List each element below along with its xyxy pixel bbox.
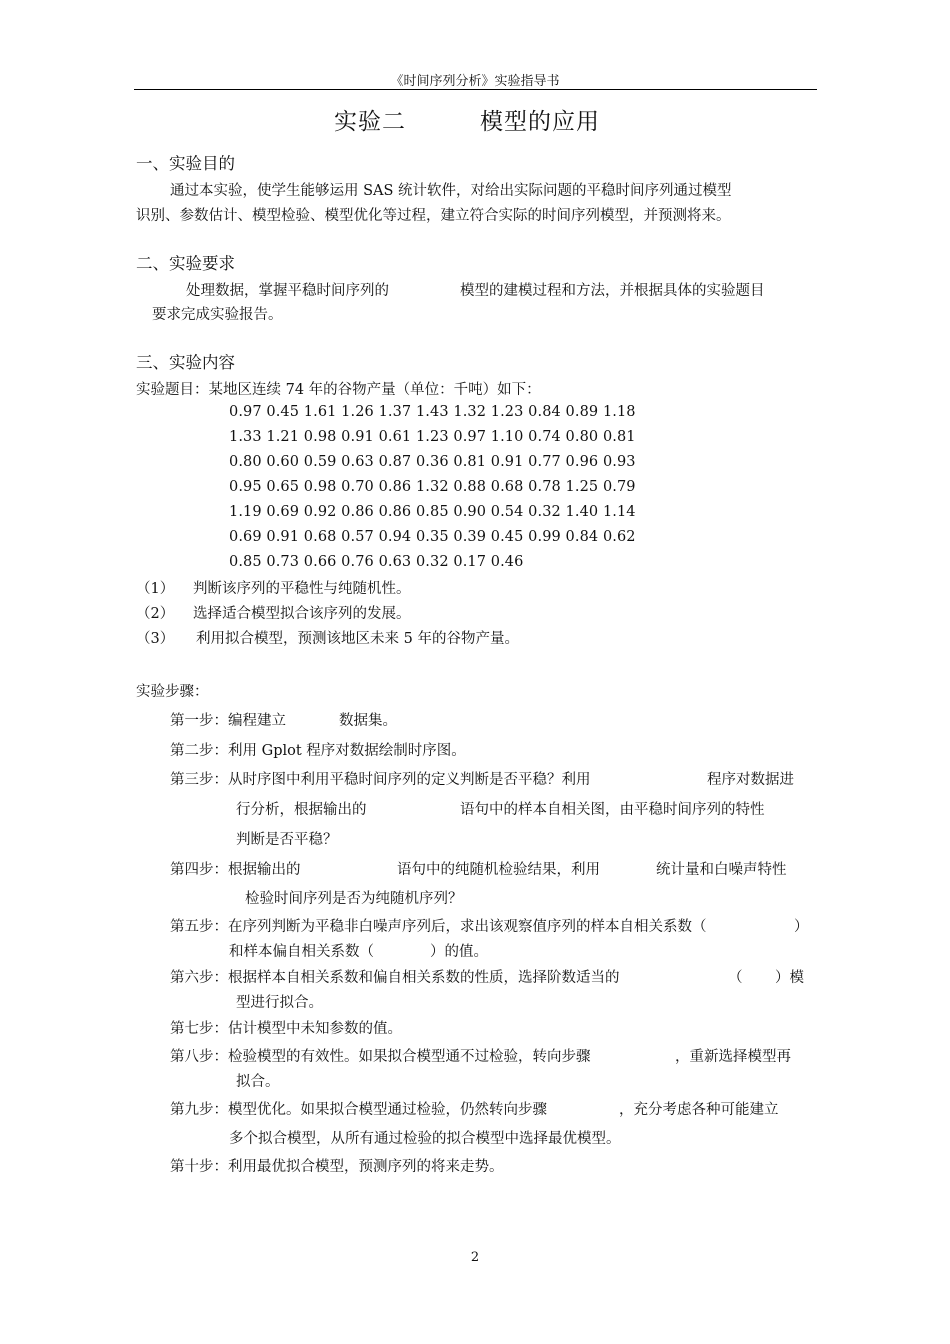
step-6-paren-open: （	[728, 970, 743, 986]
section-heading-requirements: 二、实验要求	[136, 254, 235, 273]
problem-statement: 实验题目：某地区连续 74 年的谷物产量（单位：千吨）如下：	[136, 382, 541, 398]
step-5-text: 第五步：在序列判断为平稳非白噪声序列后，求出该观察值序列的样本自相关系数（	[170, 919, 707, 935]
step-6-line-2: 型进行拟合。	[236, 995, 323, 1011]
question-text: 利用拟合模型，预测该地区未来 5 年的谷物产量。	[196, 631, 519, 647]
data-row: 1.19 0.69 0.92 0.86 0.86 0.85 0.90 0.54 0.32 1.40 1.14	[229, 504, 636, 520]
data-row: 0.85 0.73 0.66 0.76 0.63 0.32 0.17 0.46	[229, 554, 524, 570]
step-1-text-cont: 数据集。	[339, 713, 397, 729]
data-row: 0.95 0.65 0.98 0.70 0.86 1.32 0.88 0.68 0.78 1.25 0.79	[229, 479, 636, 495]
section-heading-content: 三、实验内容	[136, 353, 235, 372]
question-text: 判断该序列的平稳性与纯随机性。	[193, 581, 411, 597]
data-row: 1.33 1.21 0.98 0.91 0.61 1.23 0.97 1.10 0.74 0.80 0.81	[229, 429, 636, 445]
step-4-text-end: 统计量和白噪声特性	[656, 862, 787, 878]
step-5-paren-close: ）	[794, 919, 809, 935]
step-9-text-cont: ，充分考虑各种可能建立	[619, 1102, 779, 1118]
step-8-text: 第八步：检验模型的有效性。如果拟合模型通不过检验，转向步骤	[170, 1049, 591, 1065]
step-5-line-2b: ）的值。	[430, 944, 488, 960]
data-row: 0.69 0.91 0.68 0.57 0.94 0.35 0.39 0.45 0.99 0.84 0.62	[229, 529, 636, 545]
step-4-text-cont: 语句中的纯随机检验结果，利用	[397, 862, 600, 878]
step-9-line-2: 多个拟合模型，从所有通过检验的拟合模型中选择最优模型。	[229, 1131, 621, 1147]
step-6-text-end: ）模	[775, 970, 804, 986]
page-title-part1: 实验二	[334, 109, 406, 135]
step-4-line-2: 检验时间序列是否为纯随机序列？	[245, 891, 463, 907]
step-3-text-cont: 程序对数据进	[707, 772, 794, 788]
section-heading-purpose: 一、实验目的	[136, 154, 235, 173]
running-header: 《时间序列分析》实验指导书	[390, 74, 560, 89]
step-3-line-2b: 语句中的样本自相关图，由平稳时间序列的特性	[460, 802, 765, 818]
step-3-line-2a: 行分析，根据输出的	[236, 802, 367, 818]
purpose-line-2: 识别、参数估计、模型检验、模型优化等过程，建立符合实际的时间序列模型，并预测将来。	[136, 208, 731, 224]
step-6-text: 第六步：根据样本自相关系数和偏自相关系数的性质，选择阶数适当的	[170, 970, 620, 986]
page-number: 2	[470, 1250, 480, 1265]
step-4-text: 第四步：根据输出的	[170, 862, 301, 878]
step-3-text: 第三步：从时序图中利用平稳时间序列的定义判断是否平稳？利用	[170, 772, 591, 788]
purpose-line-1: 通过本实验，使学生能够运用 SAS 统计软件，对给出实际问题的平稳时间序列通过模型	[170, 183, 732, 199]
step-8-line-2: 拟合。	[236, 1074, 280, 1090]
steps-label: 实验步骤：	[136, 684, 209, 700]
page-title-part2: 模型的应用	[480, 109, 600, 135]
step-9-text: 第九步：模型优化。如果拟合模型通过检验，仍然转向步骤	[170, 1102, 547, 1118]
step-7-text: 第七步：估计模型中未知参数的值。	[170, 1021, 402, 1037]
question-number: （2）	[136, 606, 175, 622]
step-1-text: 第一步：编程建立	[170, 713, 286, 729]
step-5-line-2a: 和样本偏自相关系数（	[229, 944, 374, 960]
question-text: 选择适合模型拟合该序列的发展。	[193, 606, 411, 622]
data-row: 0.97 0.45 1.61 1.26 1.37 1.43 1.32 1.23 0.84 0.89 1.18	[229, 404, 636, 420]
step-2-text: 第二步：利用 Gplot 程序对数据绘制时序图。	[170, 743, 466, 759]
requirements-line-2: 要求完成实验报告。	[152, 307, 283, 323]
data-row: 0.80 0.60 0.59 0.63 0.87 0.36 0.81 0.91 0.77 0.96 0.93	[229, 454, 636, 470]
header-rule	[134, 89, 817, 90]
step-3-line-3: 判断是否平稳？	[236, 832, 338, 848]
question-number: （3）	[136, 631, 175, 647]
step-8-text-cont: ，重新选择模型再	[675, 1049, 791, 1065]
requirements-line-1b: 模型的建模过程和方法，并根据具体的实验题目	[460, 283, 765, 299]
requirements-line-1a: 处理数据，掌握平稳时间序列的	[186, 283, 389, 299]
question-number: （1）	[136, 581, 175, 597]
step-10-text: 第十步：利用最优拟合模型，预测序列的将来走势。	[170, 1159, 504, 1175]
